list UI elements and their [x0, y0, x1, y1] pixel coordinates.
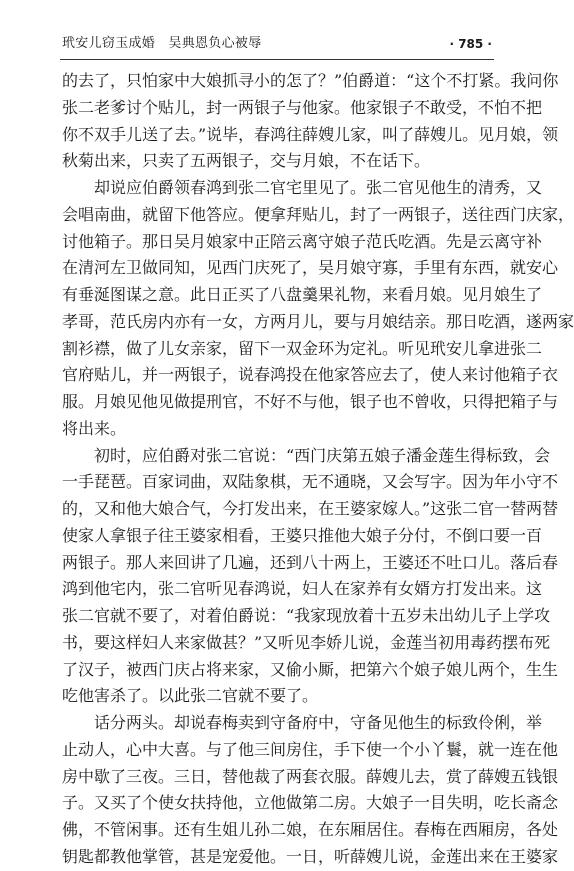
text-line: 将出来。	[62, 418, 127, 438]
text-line: 鸿到他宅内，张二官听见春鸿说，妇人在家养有女婿方打发出来。这	[62, 579, 543, 599]
text-line: 初时，应伯爵对张二官说：“西门庆第五娘子潘金莲生得标致，会	[94, 445, 551, 465]
text-line: 秋菊出来，只卖了五两银子，交与月娘，不在话下。	[62, 151, 431, 171]
chapter-title: 玳安儿窃玉成婚 吴典恩负心被辱	[62, 36, 262, 51]
text-line: 佛，不管闲事。还有生姐儿孙二娘，在东厢居住。春梅在西厢房，各处	[62, 820, 559, 839]
text-line: 讨他箱子。那日吴月娘家中正陪云离守娘子范氏吃酒。先是云离守补	[62, 231, 543, 251]
text-line: 官府贴儿，并一两银子，说春鸿投在他家答应去了，使人来讨他箱子衣	[62, 365, 559, 385]
text-line: 张二老爹讨个贴儿，封一两银子与他家。他家银子不敢受，不怕不把	[62, 97, 543, 117]
text-line: 有垂涎图谋之意。此日正买了八盘羹果礼物，来看月娘。见月娘生了	[62, 285, 543, 304]
text-line: 割衫襟，做了儿女亲家，留下一双金环为定礼。听见玳安儿拿进张二	[62, 338, 543, 358]
text-line: 张二官就不要了，对着伯爵说：“我家现放着十五岁未出幼儿子上学攻	[62, 606, 551, 625]
text-line: 止动人，心中大喜。与了他三间房住，手下使一个小丫鬟，就一连在他	[62, 739, 559, 759]
page-number: · 785 ·	[449, 37, 492, 51]
body-text	[62, 68, 574, 871]
text-line: 却说应伯爵领春鸿到张二官宅里见了。张二官见他生的清秀，又	[94, 178, 543, 197]
text-line: 钥匙都教他掌管，甚是宠爱他。一日，听薛嫂儿说，金莲出来在王婆家	[62, 846, 559, 866]
text-line: 了汉子，被西门庆占将来家，又偷小厮，把第六个娘子娘儿两个，生生	[62, 659, 559, 679]
text-line: 书，要这样妇人来家做甚？”又听见李娇儿说，金莲当初用毒药摆布死	[62, 632, 551, 652]
text-line: 的，又和他大娘合气，今打发出来，在王婆家嫁人。”这张二官一替两替	[62, 499, 559, 518]
text-line: 吃他害杀了。以此张二官就不要了。	[62, 686, 319, 706]
running-header	[62, 35, 492, 53]
header-rule	[60, 59, 494, 60]
text-line: 服。月娘见他见做提刑官，不好不与他，银子也不曾收，只得把箱子与	[62, 392, 559, 411]
text-line: 子。又买了个使女扶持他，立他做第二房。大娘子一目失明，吃长斋念	[62, 793, 559, 813]
text-line: 的去了，只怕家中大娘抓寻小的怎了？”伯爵道：“这个不打紧。我问你	[62, 71, 559, 90]
text-line: 一手琵琶。百家词曲，双陆象棋，无不通晓，又会写字。因为年小守不	[62, 472, 559, 492]
text-line: 会唱南曲，就留下他答应。便拿拜贴儿，封了一两银子，送往西门庆家，	[62, 204, 574, 224]
text-line: 话分两头。却说春梅卖到守备府中，守备见他生的标致伶俐，举	[94, 713, 543, 732]
text-line: 房中歇了三夜。三日，替他裁了两套衣服。薛嫂儿去，赏了薛嫂五钱银	[62, 766, 559, 786]
text-line: 使家人拿银子往王婆家相看，王婆只推他大娘子分付，不倒口要一百	[62, 525, 543, 545]
text-line: 你不双手儿送了去。”说毕，春鸿往薛嫂儿家，叫了薛嫂儿。见月娘，领	[62, 124, 559, 144]
text-line: 孝哥，范氏房内亦有一女，方两月儿，要与月娘结亲。那日吃酒，遂两家	[62, 311, 574, 331]
text-line: 在清河左卫做同知，见西门庆死了，吴月娘守寡，手里有东西，就安心	[62, 258, 559, 278]
text-line: 两银子。那人来回讲了几遍，还到八十两上，王婆还不吐口儿。落后春	[62, 552, 559, 572]
